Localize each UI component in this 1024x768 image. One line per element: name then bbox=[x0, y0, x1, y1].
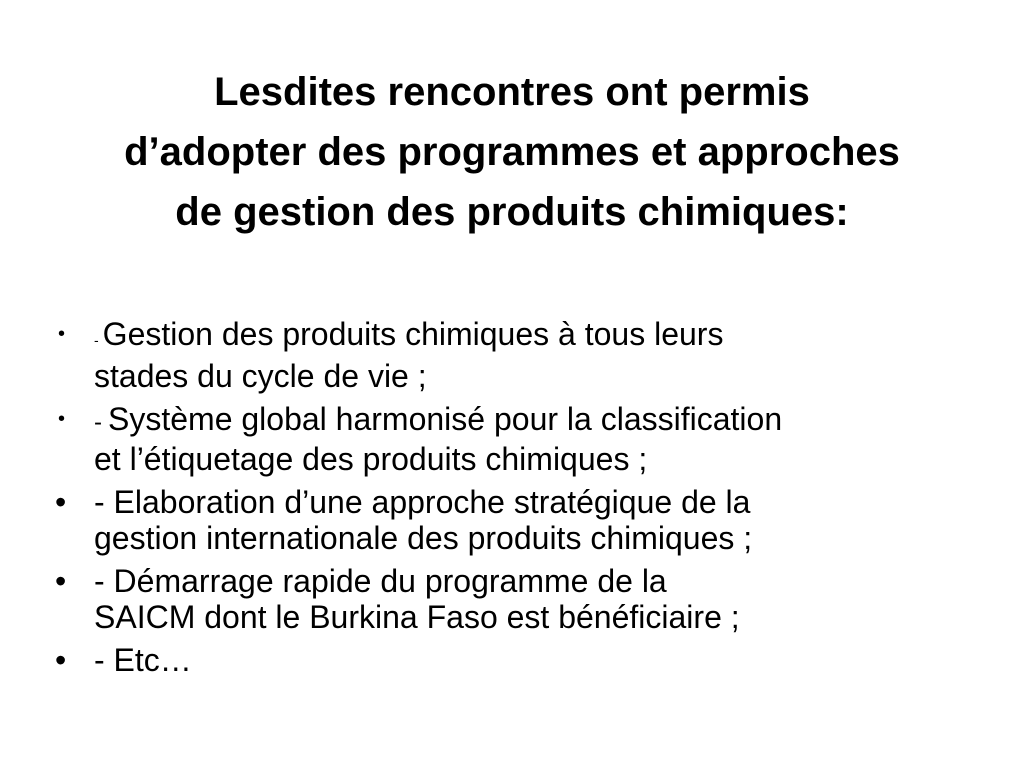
title-line: de gestion des produits chimiques: bbox=[175, 190, 849, 234]
slide-title bbox=[60, 62, 964, 242]
bullet-line: gestion internationale des produits chimiques ; bbox=[94, 520, 753, 556]
bullet-marker: • bbox=[58, 323, 66, 345]
bullet-marker: • bbox=[55, 563, 67, 599]
bullet-list bbox=[52, 316, 972, 685]
bullet-line: stades du cycle de vie ; bbox=[94, 358, 427, 394]
bullet-item bbox=[52, 484, 972, 556]
bullet-line: - Etc… bbox=[94, 642, 192, 678]
bullet-item bbox=[52, 316, 972, 394]
bullet-dash: - bbox=[94, 332, 99, 348]
title-line: d’adopter des programmes et approches bbox=[124, 130, 900, 174]
bullet-line: - Démarrage rapide du programme de la bbox=[94, 563, 667, 599]
bullet-text: Système global harmonisé pour la classification bbox=[108, 401, 783, 437]
bullet-marker: • bbox=[55, 642, 67, 678]
bullet-item bbox=[52, 401, 972, 477]
bullet-item bbox=[52, 642, 972, 678]
bullet-line bbox=[94, 316, 972, 358]
bullet-text: Gestion des produits chimiques à tous leurs bbox=[102, 316, 724, 352]
bullet-line: SAICM dont le Burkina Faso est bénéficiaire ; bbox=[94, 599, 740, 635]
bullet-line: et l’étiquetage des produits chimiques ; bbox=[94, 441, 648, 477]
title-line: Lesdites rencontres ont permis bbox=[214, 70, 810, 114]
bullet-marker: • bbox=[55, 484, 67, 520]
bullet-marker: • bbox=[58, 408, 66, 430]
bullet-item bbox=[52, 563, 972, 635]
bullet-dash: - bbox=[94, 409, 102, 436]
bullet-line bbox=[94, 401, 972, 441]
bullet-line: - Elaboration d’une approche stratégique de la bbox=[94, 484, 751, 520]
